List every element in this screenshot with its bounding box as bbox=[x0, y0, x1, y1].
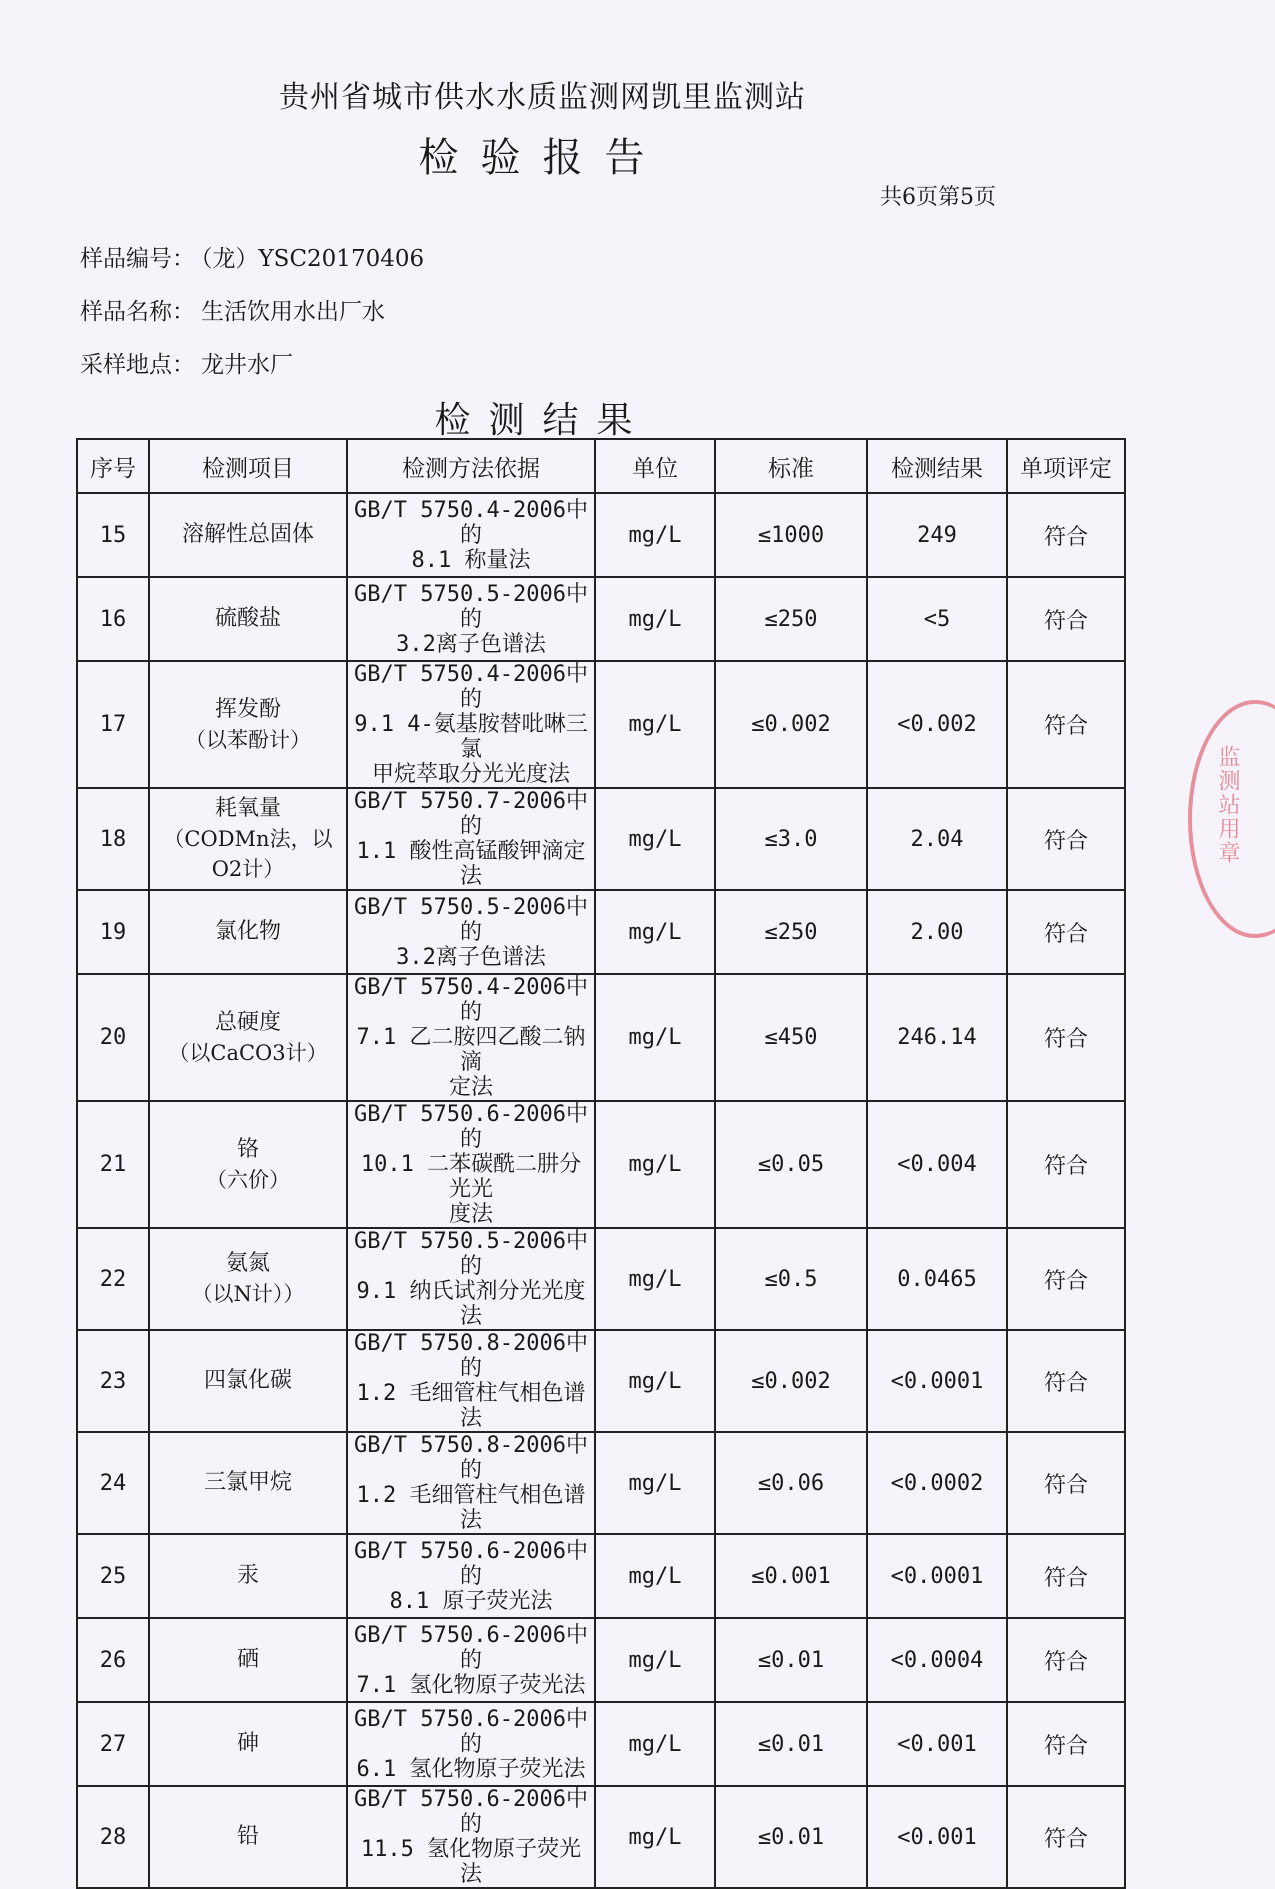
item-cell bbox=[149, 1702, 347, 1786]
evaluation-text: 符合 bbox=[1043, 608, 1088, 634]
item-name: 铬 bbox=[236, 1136, 259, 1162]
unit-cell bbox=[595, 577, 715, 661]
header-result: 检测结果 bbox=[867, 439, 1007, 493]
evaluation-text: 符合 bbox=[1043, 1733, 1088, 1759]
unit-text: mg/L bbox=[628, 1368, 682, 1394]
row-number-text: 21 bbox=[99, 1152, 127, 1177]
method-line: 1.2 毛细管柱气相色谱法 bbox=[356, 1483, 586, 1533]
result-cell bbox=[867, 1534, 1007, 1618]
table-row bbox=[77, 1432, 1125, 1534]
standard-text: ≤0.5 bbox=[764, 1266, 818, 1292]
item-note: （六价） bbox=[206, 1167, 290, 1192]
result-cell bbox=[867, 493, 1007, 577]
result-cell bbox=[867, 1702, 1007, 1786]
results-table bbox=[76, 438, 1126, 1889]
result-text: <5 bbox=[923, 606, 951, 632]
standard-text: ≤0.001 bbox=[751, 1563, 831, 1589]
row-number bbox=[77, 974, 149, 1101]
method-line: GB/T 5750.4-2006中的 bbox=[354, 497, 588, 548]
evaluation-text: 符合 bbox=[1043, 714, 1088, 739]
unit-cell bbox=[595, 788, 715, 890]
method-line: 10.1 二苯碳酰二肼分光光 bbox=[360, 1152, 582, 1202]
method-line: 9.1 4-氨基胺替吡啉三氯 bbox=[354, 712, 588, 762]
evaluation-cell bbox=[1007, 1432, 1125, 1534]
method-cell bbox=[347, 661, 595, 788]
sample-number-row bbox=[80, 240, 424, 273]
sample-name-label: 样品名称： bbox=[80, 299, 195, 325]
item-cell bbox=[149, 1618, 347, 1702]
row-number-text: 27 bbox=[99, 1731, 127, 1757]
method-line: 3.2离子色谱法 bbox=[396, 944, 546, 970]
standard-text: ≤0.01 bbox=[757, 1647, 825, 1673]
result-text: 2.04 bbox=[910, 826, 964, 852]
row-number-text: 26 bbox=[99, 1647, 127, 1673]
unit-cell bbox=[595, 661, 715, 788]
sampling-location-value: 龙井水厂 bbox=[201, 352, 293, 378]
item-cell bbox=[149, 1534, 347, 1618]
standard-text: ≤1000 bbox=[757, 522, 825, 548]
item-note: （以苯酚计） bbox=[185, 727, 311, 752]
item-name: 四氯化碳 bbox=[203, 1368, 292, 1393]
table-row bbox=[77, 1330, 1125, 1432]
item-cell bbox=[149, 1228, 347, 1330]
unit-cell bbox=[595, 1786, 715, 1888]
method-cell bbox=[347, 974, 595, 1101]
result-cell bbox=[867, 1101, 1007, 1228]
table-row bbox=[77, 493, 1125, 577]
row-number-text: 24 bbox=[99, 1470, 127, 1496]
evaluation-cell bbox=[1007, 661, 1125, 788]
unit-text: mg/L bbox=[628, 1731, 682, 1757]
standard-cell bbox=[715, 1101, 867, 1228]
sample-name-row bbox=[80, 293, 385, 326]
row-number bbox=[77, 1101, 149, 1228]
item-name: 硫酸盐 bbox=[214, 606, 281, 631]
unit-cell bbox=[595, 1432, 715, 1534]
row-number-text: 22 bbox=[99, 1266, 127, 1292]
standard-cell bbox=[715, 974, 867, 1101]
header-standard: 标准 bbox=[715, 439, 867, 493]
evaluation-text: 符合 bbox=[1043, 1565, 1088, 1591]
row-number bbox=[77, 1786, 149, 1888]
sample-number-value: （龙）YSC20170406 bbox=[201, 246, 425, 272]
standard-cell bbox=[715, 577, 867, 661]
unit-text: mg/L bbox=[628, 606, 682, 632]
method-line: GB/T 5750.6-2006中的 bbox=[354, 1706, 588, 1757]
table-row bbox=[77, 1618, 1125, 1702]
table-row bbox=[77, 890, 1125, 974]
report-title: 检验报告 bbox=[418, 135, 667, 181]
unit-cell bbox=[595, 493, 715, 577]
method-cell bbox=[347, 788, 595, 890]
evaluation-cell bbox=[1007, 577, 1125, 661]
standard-text: ≤0.002 bbox=[751, 712, 831, 737]
method-cell bbox=[347, 1702, 595, 1786]
item-name: 溶解性总固体 bbox=[181, 522, 314, 547]
result-cell bbox=[867, 1432, 1007, 1534]
method-line: GB/T 5750.5-2006中的 bbox=[354, 894, 588, 945]
standard-text: ≤250 bbox=[764, 919, 818, 945]
table-header-row bbox=[77, 439, 1125, 493]
row-number-text: 19 bbox=[99, 919, 127, 945]
result-cell bbox=[867, 1330, 1007, 1432]
result-text: <0.002 bbox=[897, 712, 977, 737]
standard-cell bbox=[715, 1228, 867, 1330]
item-name: 耗氧量 bbox=[214, 796, 281, 821]
method-line: GB/T 5750.6-2006中的 bbox=[354, 1102, 588, 1152]
unit-cell bbox=[595, 1330, 715, 1432]
method-line: GB/T 5750.8-2006中的 bbox=[354, 1331, 588, 1381]
result-text: <0.001 bbox=[897, 1824, 977, 1850]
unit-text: mg/L bbox=[628, 919, 682, 945]
item-cell bbox=[149, 1432, 347, 1534]
row-number-text: 16 bbox=[99, 606, 127, 632]
evaluation-text: 符合 bbox=[1043, 1154, 1088, 1179]
unit-cell bbox=[595, 890, 715, 974]
result-cell bbox=[867, 661, 1007, 788]
method-line: GB/T 5750.4-2006中的 bbox=[354, 662, 588, 712]
standard-text: ≤0.002 bbox=[751, 1368, 831, 1394]
evaluation-text: 符合 bbox=[1043, 1027, 1088, 1052]
evaluation-cell bbox=[1007, 1618, 1125, 1702]
unit-text: mg/L bbox=[628, 1824, 682, 1850]
row-number bbox=[77, 493, 149, 577]
unit-text: mg/L bbox=[628, 1025, 682, 1050]
row-number bbox=[77, 788, 149, 890]
evaluation-text: 符合 bbox=[1043, 1826, 1088, 1852]
method-cell bbox=[347, 493, 595, 577]
method-line: 9.1 纳氏试剂分光光度法 bbox=[356, 1279, 586, 1329]
unit-text: mg/L bbox=[628, 1266, 682, 1292]
evaluation-cell bbox=[1007, 974, 1125, 1101]
official-seal-text: 监测站用章 bbox=[1215, 745, 1240, 865]
standard-text: ≤450 bbox=[764, 1025, 818, 1050]
standard-cell bbox=[715, 1702, 867, 1786]
method-line: 甲烷萃取分光光度法 bbox=[371, 762, 570, 787]
item-cell bbox=[149, 661, 347, 788]
row-number-text: 18 bbox=[99, 826, 127, 852]
method-line: GB/T 5750.6-2006中的 bbox=[354, 1538, 588, 1589]
section-title: 检测结果 bbox=[434, 400, 651, 441]
item-cell bbox=[149, 1101, 347, 1228]
evaluation-cell bbox=[1007, 1702, 1125, 1786]
standard-text: ≤0.06 bbox=[757, 1470, 825, 1496]
header-unit: 单位 bbox=[595, 439, 715, 493]
header-method: 检测方法依据 bbox=[347, 439, 595, 493]
row-number-text: 20 bbox=[99, 1025, 127, 1050]
item-name: 汞 bbox=[236, 1563, 259, 1588]
evaluation-cell bbox=[1007, 1330, 1125, 1432]
evaluation-text: 符合 bbox=[1043, 1268, 1088, 1294]
standard-cell bbox=[715, 1534, 867, 1618]
evaluation-cell bbox=[1007, 1228, 1125, 1330]
evaluation-cell bbox=[1007, 1786, 1125, 1888]
item-cell bbox=[149, 788, 347, 890]
standard-cell bbox=[715, 788, 867, 890]
standard-cell bbox=[715, 1432, 867, 1534]
row-number-text: 28 bbox=[99, 1824, 127, 1850]
row-number bbox=[77, 1432, 149, 1534]
unit-cell bbox=[595, 1534, 715, 1618]
evaluation-text: 符合 bbox=[1043, 1649, 1088, 1675]
header-evaluation: 单项评定 bbox=[1007, 439, 1125, 493]
unit-cell bbox=[595, 1618, 715, 1702]
sample-name-value: 生活饮用水出厂水 bbox=[201, 299, 385, 325]
unit-text: mg/L bbox=[628, 1470, 682, 1496]
method-line: 1.1 酸性高锰酸钾滴定法 bbox=[356, 839, 586, 889]
sampling-location-label: 采样地点： bbox=[80, 352, 195, 378]
item-name: 三氯甲烷 bbox=[203, 1470, 292, 1495]
item-name: 砷 bbox=[236, 1731, 259, 1756]
result-text: <0.004 bbox=[897, 1152, 977, 1177]
result-cell bbox=[867, 577, 1007, 661]
unit-text: mg/L bbox=[628, 1152, 682, 1177]
evaluation-cell bbox=[1007, 493, 1125, 577]
evaluation-text: 符合 bbox=[1043, 1472, 1088, 1498]
item-name: 挥发酚 bbox=[214, 696, 281, 722]
evaluation-cell bbox=[1007, 1534, 1125, 1618]
row-number bbox=[77, 577, 149, 661]
method-line: 6.1 氢化物原子荧光法 bbox=[356, 1756, 586, 1782]
method-line: GB/T 5750.5-2006中的 bbox=[354, 1229, 588, 1279]
standard-cell bbox=[715, 493, 867, 577]
method-cell bbox=[347, 890, 595, 974]
evaluation-cell bbox=[1007, 890, 1125, 974]
table-row bbox=[77, 788, 1125, 890]
table-row bbox=[77, 1101, 1125, 1228]
method-line: 8.1 原子荧光法 bbox=[389, 1588, 553, 1614]
item-cell bbox=[149, 493, 347, 577]
header-no: 序号 bbox=[77, 439, 149, 493]
method-line: 度法 bbox=[448, 1202, 493, 1227]
unit-cell bbox=[595, 1228, 715, 1330]
table-row bbox=[77, 1702, 1125, 1786]
unit-text: mg/L bbox=[628, 1563, 682, 1589]
method-cell bbox=[347, 1618, 595, 1702]
unit-cell bbox=[595, 1101, 715, 1228]
standard-text: ≤3.0 bbox=[764, 826, 818, 852]
standard-cell bbox=[715, 1330, 867, 1432]
item-note: （以CaCO3计） bbox=[168, 1040, 328, 1065]
method-line: 7.1 氢化物原子荧光法 bbox=[356, 1672, 586, 1698]
result-text: <0.0001 bbox=[890, 1563, 984, 1589]
result-cell bbox=[867, 1618, 1007, 1702]
evaluation-text: 符合 bbox=[1043, 1370, 1088, 1396]
sample-number-label: 样品编号： bbox=[80, 246, 195, 272]
method-line: GB/T 5750.6-2006中的 bbox=[354, 1622, 588, 1673]
sampling-location-row bbox=[80, 346, 293, 379]
method-line: GB/T 5750.8-2006中的 bbox=[354, 1433, 588, 1483]
item-name: 氨氮 bbox=[225, 1251, 270, 1276]
row-number bbox=[77, 1534, 149, 1618]
result-text: <0.0002 bbox=[890, 1470, 984, 1496]
result-text: 246.14 bbox=[897, 1025, 977, 1050]
table-row bbox=[77, 577, 1125, 661]
evaluation-text: 符合 bbox=[1043, 921, 1088, 947]
organization-title: 贵州省城市供水水质监测网凯里监测站 bbox=[279, 80, 806, 115]
unit-cell bbox=[595, 974, 715, 1101]
result-text: 0.0465 bbox=[897, 1266, 977, 1292]
method-cell bbox=[347, 1101, 595, 1228]
result-text: 249 bbox=[917, 522, 957, 548]
method-cell bbox=[347, 1534, 595, 1618]
item-note: （CODMn法，以O2计） bbox=[163, 827, 333, 881]
unit-text: mg/L bbox=[628, 522, 682, 548]
method-cell bbox=[347, 1786, 595, 1888]
method-line: 3.2离子色谱法 bbox=[396, 631, 546, 657]
result-text: 2.00 bbox=[910, 919, 964, 945]
item-cell bbox=[149, 1786, 347, 1888]
item-cell bbox=[149, 974, 347, 1101]
item-name: 铅 bbox=[236, 1824, 259, 1849]
result-cell bbox=[867, 788, 1007, 890]
result-text: <0.0001 bbox=[890, 1368, 984, 1394]
row-number bbox=[77, 1330, 149, 1432]
header-item: 检测项目 bbox=[149, 439, 347, 493]
row-number bbox=[77, 1702, 149, 1786]
method-line: 7.1 乙二胺四乙酸二钠滴 bbox=[356, 1025, 586, 1075]
table-row bbox=[77, 1786, 1125, 1888]
standard-cell bbox=[715, 890, 867, 974]
item-cell bbox=[149, 890, 347, 974]
method-cell bbox=[347, 1432, 595, 1534]
unit-cell bbox=[595, 1702, 715, 1786]
method-cell bbox=[347, 1228, 595, 1330]
method-cell bbox=[347, 577, 595, 661]
unit-text: mg/L bbox=[628, 826, 682, 852]
method-line: GB/T 5750.5-2006中的 bbox=[354, 581, 588, 632]
method-line: 定法 bbox=[448, 1075, 493, 1100]
item-name: 硒 bbox=[236, 1647, 259, 1672]
standard-text: ≤0.01 bbox=[757, 1824, 825, 1850]
table-row bbox=[77, 1534, 1125, 1618]
method-line: 11.5 氢化物原子荧光法 bbox=[360, 1837, 582, 1887]
standard-text: ≤250 bbox=[764, 606, 818, 632]
row-number bbox=[77, 661, 149, 788]
row-number-text: 17 bbox=[99, 712, 127, 737]
evaluation-text: 符合 bbox=[1043, 828, 1088, 854]
method-line: 8.1 称量法 bbox=[411, 547, 531, 573]
result-cell bbox=[867, 890, 1007, 974]
standard-cell bbox=[715, 1618, 867, 1702]
unit-text: mg/L bbox=[628, 1647, 682, 1673]
method-line: GB/T 5750.7-2006中的 bbox=[354, 789, 588, 839]
unit-text: mg/L bbox=[628, 712, 682, 737]
result-text: <0.0004 bbox=[890, 1647, 984, 1673]
method-line: GB/T 5750.4-2006中的 bbox=[354, 975, 588, 1025]
standard-cell bbox=[715, 661, 867, 788]
evaluation-cell bbox=[1007, 788, 1125, 890]
table-row bbox=[77, 1228, 1125, 1330]
result-cell bbox=[867, 1228, 1007, 1330]
item-note: （以N计）） bbox=[191, 1282, 305, 1306]
method-cell bbox=[347, 1330, 595, 1432]
standard-cell bbox=[715, 1786, 867, 1888]
standard-text: ≤0.05 bbox=[757, 1152, 825, 1177]
item-cell bbox=[149, 1330, 347, 1432]
item-name: 总硬度 bbox=[214, 1009, 281, 1035]
evaluation-text: 符合 bbox=[1043, 524, 1088, 550]
item-cell bbox=[149, 577, 347, 661]
result-cell bbox=[867, 1786, 1007, 1888]
standard-text: ≤0.01 bbox=[757, 1731, 825, 1757]
table-row bbox=[77, 974, 1125, 1101]
result-text: <0.001 bbox=[897, 1731, 977, 1757]
row-number bbox=[77, 1228, 149, 1330]
page-number: 共6页第5页 bbox=[880, 185, 996, 210]
row-number-text: 25 bbox=[99, 1563, 127, 1589]
row-number-text: 23 bbox=[99, 1368, 127, 1394]
method-line: GB/T 5750.6-2006中的 bbox=[354, 1787, 588, 1837]
result-cell bbox=[867, 974, 1007, 1101]
row-number-text: 15 bbox=[99, 522, 127, 548]
table-row bbox=[77, 661, 1125, 788]
row-number bbox=[77, 1618, 149, 1702]
row-number bbox=[77, 890, 149, 974]
evaluation-cell bbox=[1007, 1101, 1125, 1228]
method-line: 1.2 毛细管柱气相色谱法 bbox=[356, 1381, 586, 1431]
item-name: 氯化物 bbox=[214, 919, 281, 944]
